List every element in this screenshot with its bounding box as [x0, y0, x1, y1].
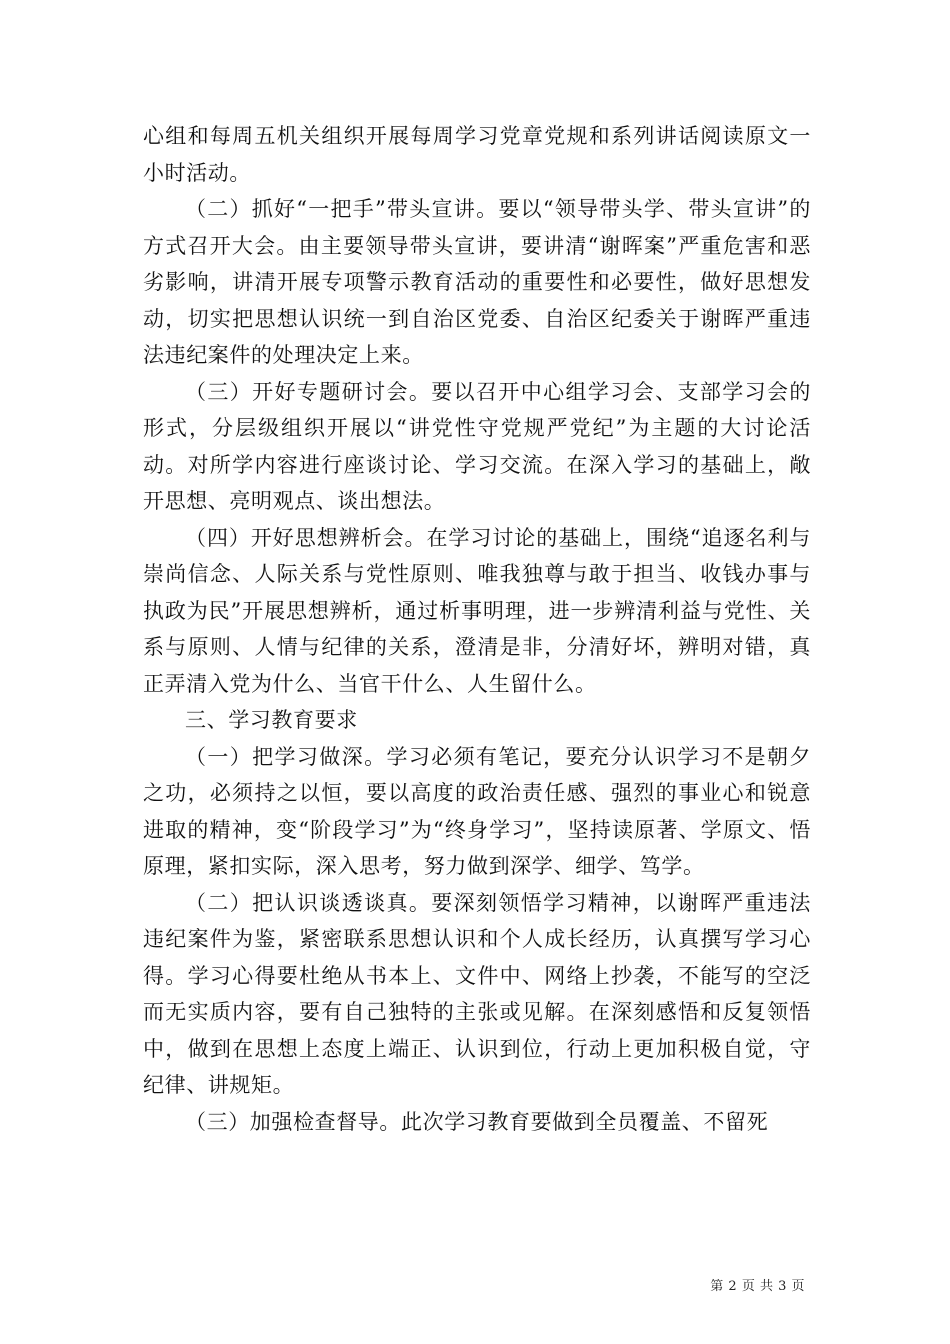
section-heading-requirements: 三、学习教育要求 [185, 708, 358, 732]
paragraph-leader-lecture: （二）抓好“一把手”带头宣讲。要以“领导带头学、带头宣讲”的方式召开大会。由主要领导带头宣讲，要讲清“谢晖案”严重危害和恶劣影响，讲清开展专项警示教育活动的重要性和必要性，做好思想发动，切实把思想认识统一到自治区党委、自治区纪委关于谢晖严重违法违纪案件的处理决定上来。 [143, 197, 811, 367]
page-number: 第 2 页 共 3 页 [710, 1279, 805, 1294]
paragraph-seminar: （三）开好专题研讨会。要以召开中心组学习会、支部学习会的形式，分层级组织开展以“讲党性守党规严党纪”为主题的大讨论活动。对所学内容进行座谈讨论、学习交流。在深入学习的基础上，敞开思想、亮明观点、谈出想法。 [143, 379, 811, 513]
paragraph-supervision: （三）加强检查督导。此次学习教育要做到全员覆盖、不留死 [185, 1109, 769, 1134]
paragraph-continuation: 心组和每周五机关组织开展每周学习党章党规和系列讲话阅读原文一小时活动。 [143, 124, 811, 185]
paragraph-debate-meeting: （四）开好思想辨析会。在学习讨论的基础上，围绕“追逐名利与崇尚信念、人际关系与党性原则、唯我独尊与敢于担当、收钱办事与执政为民”开展思想辨析，通过析事明理，进一步辨清利益与党性、关系与原则、人情与纪律的关系，澄清是非，分清好坏，辨明对错，真正弄清入党为什么、当官干什么、人生留什么。 [143, 525, 811, 696]
document-body [143, 118, 811, 1140]
paragraph-deep-study: （一）把学习做深。学习必须有笔记，要充分认识学习不是朝夕之功，必须持之以恒，要以高度的政治责任感、强烈的事业心和锐意进取的精神，变“阶段学习”为“终身学习”，坚持读原著、学原文、悟原理，紧扣实际，深入思考，努力做到深学、细学、笃学。 [143, 744, 811, 878]
paragraph-understanding: （二）把认识谈透谈真。要深刻领悟学习精神，以谢晖严重违法违纪案件为鉴，紧密联系思想认识和个人成长经历，认真撰写学习心得。学习心得要杜绝从书本上、文件中、网络上抄袭，不能写的空泛而无实质内容，要有自己独特的主张或见解。在深刻感悟和反复领悟中，做到在思想上态度上端正、认识到位，行动上更加积极自觉，守纪律、讲规矩。 [143, 890, 811, 1097]
